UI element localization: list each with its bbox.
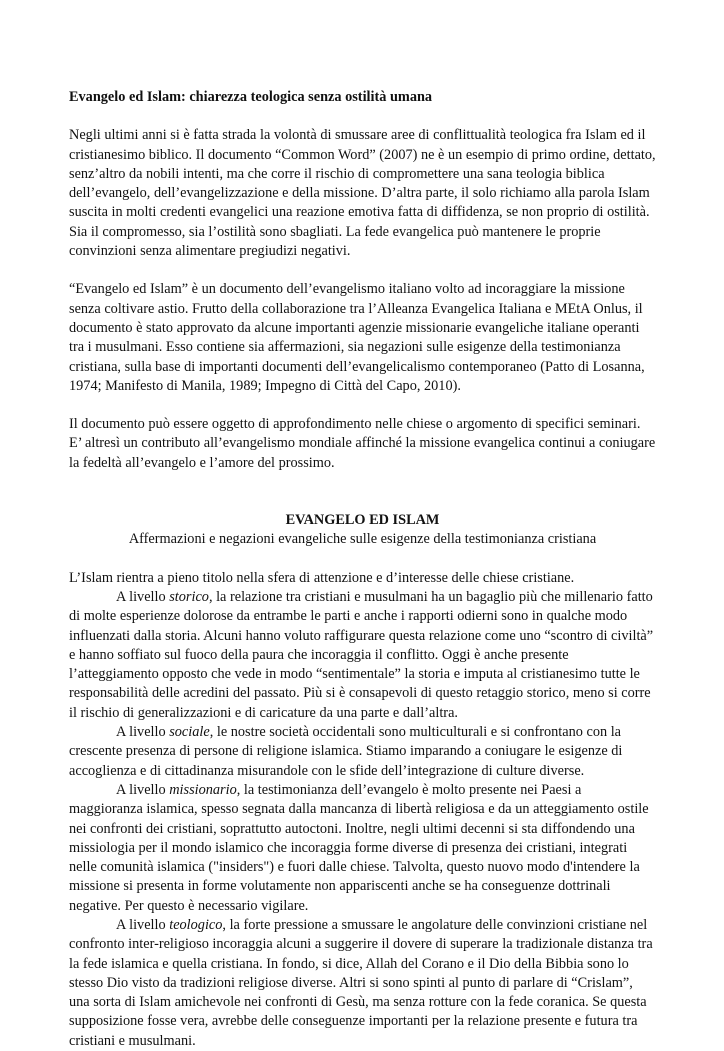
paragraph-text: , la relazione tra cristiani e musulmani ha un bagaglio più che millenario fatto di molte esperienze dolorose da entrambe le parti e anche i rapporti odierni sono in qualche modo influenzati dalla storia. Alcuni hanno voluto raffigurare questa relazione come uno “scontro di civiltà” e hanno soffiato sul fuoco della paura che incoraggia il conflitto. Oggi è anche presente l’atteggiamento opposto che vede in modo “sentimentale” la storia e imputa al cristianesimo tutte le responsabilità delle acredini del passato. Più si è consapevoli di questo retaggio storico, meno si corre il rischio di generalizzazioni e di caricature da una parte e dall’altra. (69, 588, 654, 721)
section-paragraph-storico (69, 588, 656, 723)
section-title: EVANGELO ED ISLAM (285, 512, 440, 529)
paragraph-keyword: teologico (169, 916, 223, 933)
section-heading (69, 511, 656, 550)
paragraph-lead: A livello (116, 781, 170, 798)
section-opening: L’Islam rientra a pieno titolo nella sfera di attenzione e d’interesse delle chiese cristiane. (69, 569, 575, 586)
document-title: Evangelo ed Islam: chiarezza teologica senza ostilità umana (69, 89, 433, 105)
paragraph-keyword: storico (169, 588, 209, 605)
document-page (69, 88, 656, 1051)
intro-paragraph-3: Il documento può essere oggetto di approfondimento nelle chiese o argomento di specifici seminari. E’ altresì un contributo all’evangelismo mondiale affinché la missione evangelica continui a coniugare la fedeltà all’evangelo e l’amore del prossimo. (69, 416, 656, 471)
intro-paragraph-2: “Evangelo ed Islam” è un documento dell’evangelismo italiano volto ad incoraggiare la missione senza coltivare astio. Frutto della collaborazione tra l’Alleanza Evangelica Italiana e MEtA Onlus, il documento è stato approvato da alcune importanti agenzie missionarie evangeliche italiane operanti tra i musulmani. Esso contiene sia affermazioni, sia negazioni sulle esigenze della testimonianza cristiana, sulla base di importanti documenti dell’evangelicalismo contemporaneo (Patto di Losanna, 1974; Manifesto di Manila, 1989; Impegno di Città del Capo, 2010). (69, 281, 645, 394)
section-paragraph-sociale (69, 723, 656, 781)
intro-paragraph-1: Negli ultimi anni si è fatta strada la volontà di smussare aree di conflittualità teologica fra Islam ed il cristianesimo biblico. Il documento “Common Word” (2007) ne è un esempio di primo ordine, dettato, senz’altro da nobili intenti, ma che corre il rischio di compromettere una sana teologia biblica dell’evangelo, dell’evangelizzazione e della missione. D’altra parte, il solo richiamo alla parola Islam suscita in molti credenti evangelici una reazione emotiva fatta di diffidenza, se non proprio di ostilità. Sia il compromesso, sia l’ostilità sono sbagliati. La fede evangelica può mantenere le proprie convinzioni senza alimentare pregiudizi negativi. (69, 127, 656, 260)
paragraph-text: , la testimonianza dell’evangelo è molto presente nei Paesi a maggioranza islamica, spesso segnata dalla mancanza di libertà religiosa e da un atteggiamento ostile nei confronti dei cristiani, soprattutto autoctoni. Inoltre, negli ultimi decenni si sta diffondendo una missiologia per il mondo islamico che incoraggia forme diverse di presenza dei cristiani, integrati nelle comunità islamica ("insiders") e fuori dalle chiese. Talvolta, questo nuovo modo d'intendere la missione si presenta in forme volutamente non appariscenti anche se ha conseguenze dottrinali negative. Per questo è necessario vigilare. (69, 781, 649, 914)
paragraph-lead: A livello (116, 916, 170, 933)
section-paragraph-missionario (69, 781, 656, 916)
section-subtitle: Affermazioni e negazioni evangeliche sulle esigenze della testimonianza cristiana (128, 531, 597, 548)
section-paragraph-teologico (69, 916, 656, 1051)
paragraph-text: , le nostre società occidentali sono multiculturali e si confrontano con la crescente presenza di persone di religione islamica. Stiamo imparando a coniugare le esigenze di accoglienza e di cittadinanza misurandole con le sfide dell’integrazione di culture diverse. (69, 724, 623, 779)
paragraph-keyword: sociale (169, 724, 210, 741)
paragraph-lead: A livello (116, 588, 170, 605)
paragraph-lead: A livello (116, 724, 170, 741)
paragraph-keyword: missionario (169, 781, 237, 798)
paragraph-text: , la forte pressione a smussare le angolature delle convinzioni cristiane nel confronto inter-religioso incoraggia alcuni a suggerire il dovere di superare la tradizionale distanza tra la fede islamica e quella cristiana. In fondo, si dice, Allah del Corano e il Dio della Bibbia sono lo stesso Dio visto da tradizioni religiose diverse. Altri si sono spinti al punto di parlare di “Crislam”, una sorta di Islam amichevole nei confronti di Gesù, ma senza rotture con la fede coranica. Se questa supposizione fosse vera, avrebbe delle conseguenze importanti per la relazione presente e futura tra cristiani e musulmani. (69, 916, 653, 1049)
